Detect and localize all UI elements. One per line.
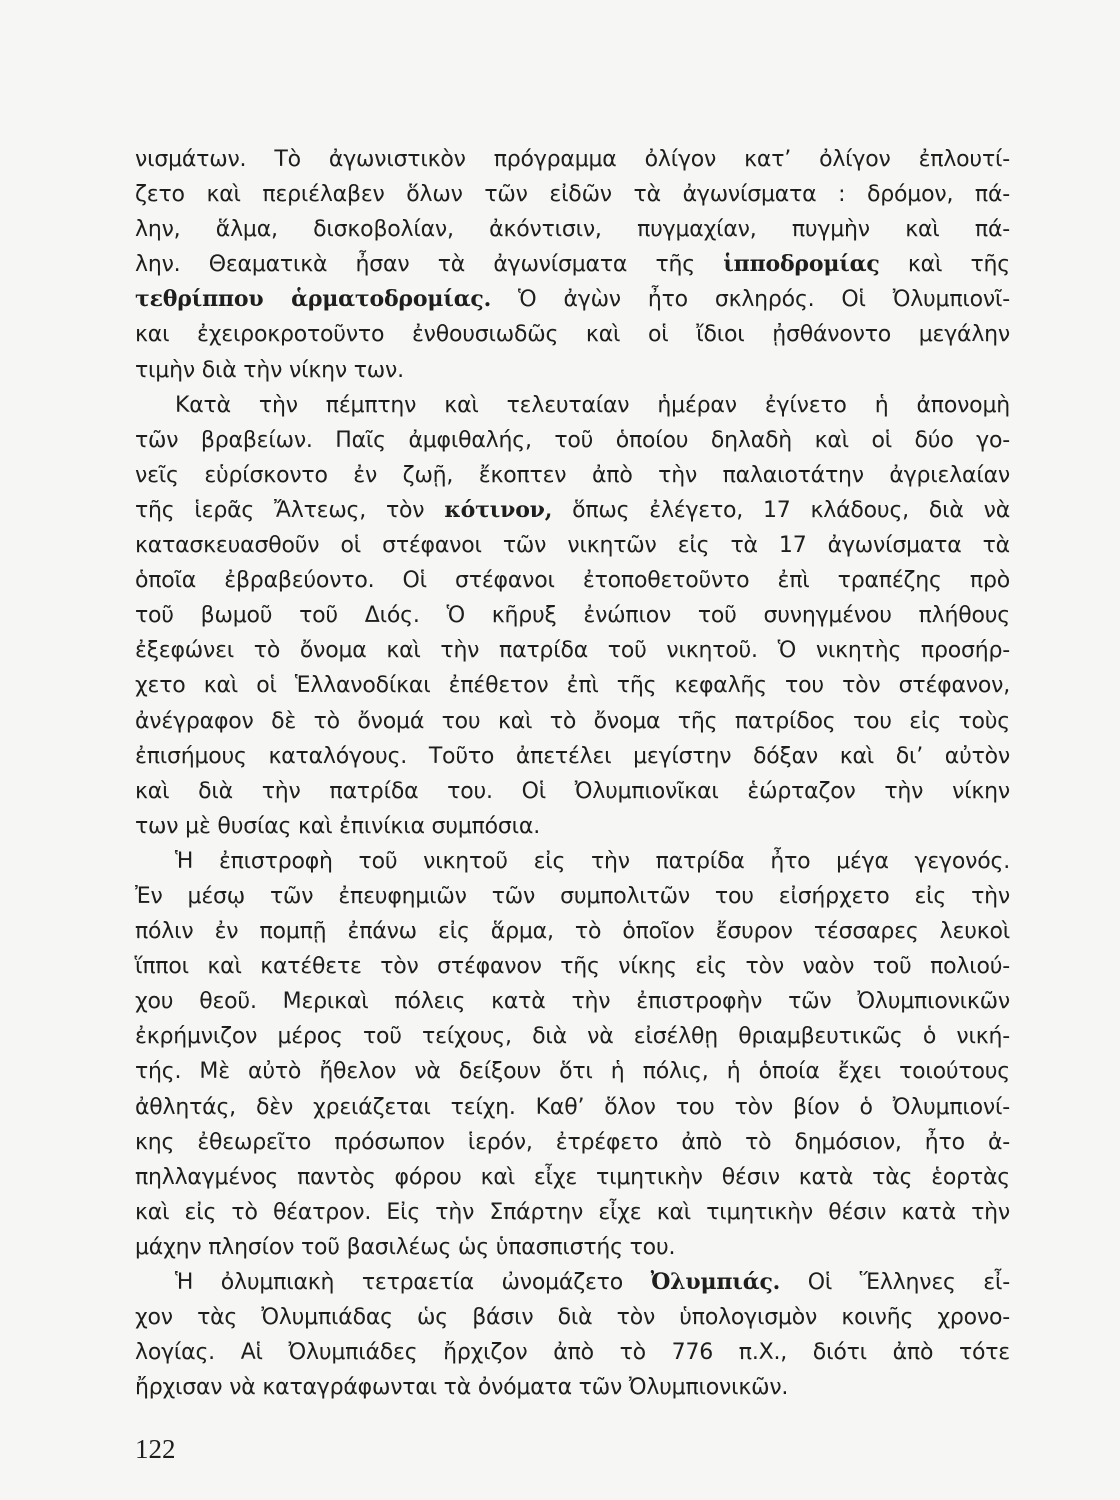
text-segment: ὅπως ἐλέγετο, 17 κλάδους, διὰ νὰ xyxy=(552,497,1011,523)
text-segment: κατασκευασθοῦν οἱ στέφανοι τῶν νικητῶν εἰς τὰ 17 ἀγωνίσματα τὰ xyxy=(135,533,1010,559)
text-line xyxy=(135,1335,1010,1370)
text-segment: ἀνέγραφον δὲ τὸ ὄνομά του καὶ τὸ ὄνομα τῆς πατρίδος του εἰς τοὺς xyxy=(135,708,1010,734)
text-segment: ἐπισήμους καταλόγους. Τοῦτο ἀπετέλει μεγίστην δόξαν καὶ δι’ αὐτὸν xyxy=(135,743,1010,769)
text-line xyxy=(135,598,1010,633)
bold-term: ἱπποδρομίας xyxy=(723,251,880,278)
text-segment: καὶ διὰ τὴν πατρίδα του. Οἱ Ὀλυμπιονῖκαι ἑώρταζον τὴν νίκην xyxy=(135,778,1010,804)
text-line xyxy=(135,774,1010,809)
text-line xyxy=(135,493,1010,528)
text-segment: τῶν βραβείων. Παῖς ἀμφιθαλής, τοῦ ὁποίου δηλαδὴ καὶ οἱ δύο γο- xyxy=(135,427,1010,453)
text-line xyxy=(135,388,1010,423)
text-line xyxy=(135,984,1010,1019)
text-line xyxy=(135,1195,1010,1230)
text-line xyxy=(135,563,1010,598)
text-line xyxy=(135,879,1010,914)
text-segment: Ἡ ὀλυμπιακὴ τετραετία ὠνομάζετο xyxy=(175,1270,651,1295)
text-line xyxy=(135,1300,1010,1335)
text-line xyxy=(135,528,1010,563)
text-segment: ζετο καὶ περιέλαβεν ὅλων τῶν εἰδῶν τὰ ἀγωνίσματα : δρόμον, πά- xyxy=(135,182,1010,208)
text-line xyxy=(135,914,1010,949)
text-line xyxy=(135,1125,1010,1160)
text-line xyxy=(135,668,1010,703)
text-line xyxy=(135,282,1010,317)
text-segment: τῆς ἱερᾶς Ἄλτεως, τὸν xyxy=(135,497,445,523)
text-segment: ἤρχισαν νὰ καταγράφωνται τὰ ὀνόματα τῶν Ὀλυμπιονικῶν. xyxy=(135,1375,789,1401)
text-segment: χετο καὶ οἱ Ἑλλανοδίκαι ἐπέθετον ἐπὶ τῆς κεφαλῆς του τὸν στέφανον, xyxy=(135,673,1010,699)
text-line xyxy=(135,1265,1010,1300)
text-segment: καὶ τῆς xyxy=(879,252,1010,278)
bold-term: τεθρίππου ἁρματοδρομίας. xyxy=(135,286,492,313)
page-number: 122 xyxy=(135,1434,176,1464)
text-line xyxy=(135,809,1010,844)
text-segment: λην. Θεαματικὰ ἦσαν τὰ ἀγωνίσματα τῆς xyxy=(135,252,724,278)
text-segment: Ὁ ἀγὼν ἦτο σκληρός. Οἱ Ὀλυμπιονῖ- xyxy=(491,287,1010,313)
text-segment: πηλλαγμένος παντὸς φόρου καὶ εἶχε τιμητικὴν θέσιν κατὰ τὰς ἑορτὰς xyxy=(135,1164,1010,1190)
text-segment: τής. Μὲ αὐτὸ ἤθελον νὰ δείξουν ὅτι ἡ πόλις, ἡ ὁποία ἔχει τοιούτους xyxy=(135,1059,1010,1085)
text-line xyxy=(135,844,1010,879)
text-segment: χου θεοῦ. Μερικαὶ πόλεις κατὰ τὴν ἐπιστροφὴν τῶν Ὀλυμπιονικῶν xyxy=(135,989,1010,1015)
text-line xyxy=(135,177,1010,212)
text-line xyxy=(135,1054,1010,1089)
text-line xyxy=(135,1090,1010,1125)
text-segment: πόλιν ἐν πομπῇ ἐπάνω εἰς ἅρμα, τὸ ὁποῖον ἔσυρον τέσσαρες λευκοὶ xyxy=(135,919,1010,945)
text-segment: νεῖς εὑρίσκοντο ἐν ζωῇ, ἔκοπτεν ἀπὸ τὴν παλαιοτάτην ἀγριελαίαν xyxy=(135,462,1010,488)
text-segment: τιμὴν διὰ τὴν νίκην των. xyxy=(135,357,404,383)
text-segment: Κατὰ τὴν πέμπτην καὶ τελευταίαν ἡμέραν ἐγίνετο ἡ ἀπονομὴ xyxy=(175,392,1010,418)
text-line xyxy=(135,317,1010,352)
text-segment: Ἡ ἐπιστροφὴ τοῦ νικητοῦ εἰς τὴν πατρίδα ἦτο μέγα γεγονός. xyxy=(175,848,1010,874)
text-segment: ἵπποι καὶ κατέθετε τὸν στέφανον τῆς νίκης εἰς τὸν ναὸν τοῦ πολιού- xyxy=(135,954,1010,980)
text-line xyxy=(135,423,1010,458)
text-line xyxy=(135,142,1010,177)
text-segment: των μὲ θυσίας καὶ ἐπινίκια συμπόσια. xyxy=(135,813,540,839)
text-segment: Οἱ Ἕλληνες εἶ- xyxy=(780,1270,1010,1295)
text-segment: κης ἐθεωρεῖτο πρόσωπον ἱερόν, ἐτρέφετο ἀπὸ τὸ δημόσιον, ἦτο ἀ- xyxy=(135,1129,1010,1155)
body-text xyxy=(135,142,1010,1405)
bold-term: κότινον, xyxy=(444,496,553,523)
text-segment: ἐξεφώνει τὸ ὄνομα καὶ τὴν πατρίδα τοῦ νικητοῦ. Ὁ νικητὴς προσήρ- xyxy=(135,638,1010,664)
text-segment: τοῦ βωμοῦ τοῦ Διός. Ὁ κῆρυξ ἐνώπιον τοῦ συνηγμένου πλήθους xyxy=(135,603,1010,629)
text-line xyxy=(135,739,1010,774)
text-segment: ἐκρήμνιζον μέρος τοῦ τείχους, διὰ νὰ εἰσέλθῃ θριαμβευτικῶς ὁ νική- xyxy=(135,1024,1010,1050)
text-line xyxy=(135,1370,1010,1405)
bold-term: Ὀλυμπιάς. xyxy=(650,1269,781,1295)
text-line xyxy=(135,1160,1010,1195)
text-line xyxy=(135,458,1010,493)
text-segment: Ἐν μέσῳ τῶν ἐπευφημιῶν τῶν συμπολιτῶν του εἰσήρχετο εἰς τὴν xyxy=(135,883,1010,909)
text-line xyxy=(135,247,1010,282)
text-segment: καὶ εἰς τὸ θέατρον. Εἰς τὴν Σπάρτην εἶχε καὶ τιμητικὴν θέσιν κατὰ τὴν xyxy=(135,1199,1010,1225)
text-line xyxy=(135,1230,1010,1265)
text-segment: χον τὰς Ὀλυμπιάδας ὡς βάσιν διὰ τὸν ὑπολογισμὸν κοινῆς χρονο- xyxy=(135,1305,1010,1331)
text-line xyxy=(135,353,1010,388)
text-segment: και ἐχειροκροτοῦντο ἐνθουσιωδῶς καὶ οἱ ἴδιοι ᾐσθάνοντο μεγάλην xyxy=(135,322,1010,348)
text-segment: ὁποῖα ἐβραβεύοντο. Οἱ στέφανοι ἐτοποθετοῦντο ἐπὶ τραπέζης πρὸ xyxy=(135,568,1010,594)
text-line xyxy=(135,704,1010,739)
text-segment: λην, ἅλμα, δισκοβολίαν, ἀκόντισιν, πυγμαχίαν, πυγμὴν καὶ πά- xyxy=(135,217,1010,243)
text-line xyxy=(135,212,1010,247)
text-line xyxy=(135,949,1010,984)
text-line xyxy=(135,1019,1010,1054)
text-segment: νισμάτων. Τὸ ἀγωνιστικὸν πρόγραμμα ὀλίγον κατ’ ὀλίγον ἐπλουτί- xyxy=(135,147,1010,172)
text-line xyxy=(135,633,1010,668)
text-segment: λογίας. Αἱ Ὀλυμπιάδες ἤρχιζον ἀπὸ τὸ 776 π.Χ., διότι ἀπὸ τότε xyxy=(135,1340,1010,1366)
text-segment: ἀθλητάς, δὲν χρειάζεται τείχη. Καθ’ ὅλον του τὸν βίον ὁ Ὀλυμπιονί- xyxy=(135,1094,1010,1120)
text-segment: μάχην πλησίον τοῦ βασιλέως ὡς ὑπασπιστής του. xyxy=(135,1234,676,1260)
